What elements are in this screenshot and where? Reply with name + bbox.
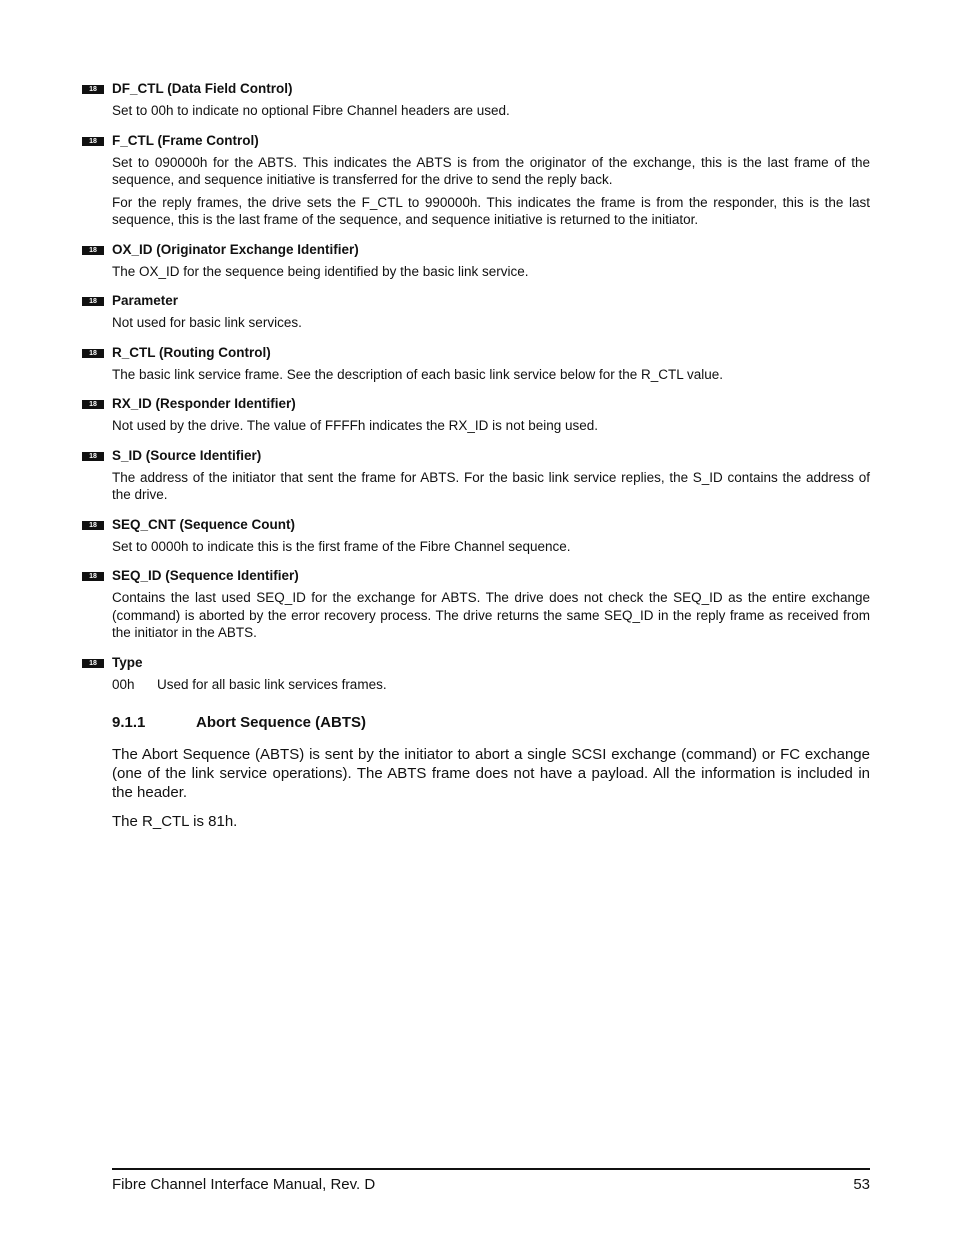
field-title: RX_ID (Responder Identifier): [112, 396, 296, 411]
page-content: [0, 80, 954, 841]
field-description: Set to 0000h to indicate this is the first frame of the Fibre Channel sequence.: [112, 538, 571, 554]
version-badge: 18: [82, 572, 104, 581]
field-entry-seq-id: [89, 567, 870, 642]
field-description: The basic link service frame. See the description of each basic link service below for the R_CTL value.: [112, 366, 724, 382]
field-title: Parameter: [112, 293, 179, 308]
field-description: Set to 090000h for the ABTS. This indicates the ABTS is from the originator of the exchange, this is the last frame of the sequence, and sequence initiative is transferred for the drive to send the reply back.: [112, 154, 870, 187]
field-entry-f-ctl: [89, 132, 870, 229]
footer-divider: [112, 1168, 870, 1170]
field-entry-r-ctl: [89, 344, 870, 384]
version-badge: 18: [82, 400, 104, 409]
type-code: 00h: [112, 676, 135, 692]
field-entry-df-ctl: [89, 80, 870, 120]
field-entry-ox-id: [89, 241, 870, 281]
version-badge: 18: [82, 452, 104, 461]
footer-title: Fibre Channel Interface Manual, Rev. D: [112, 1176, 376, 1193]
version-badge: 18: [82, 246, 104, 255]
section-paragraph: The R_CTL is 81h.: [112, 813, 238, 830]
field-description: The address of the initiator that sent the frame for ABTS. For the basic link service replies, the S_ID contains the address of the drive.: [112, 469, 870, 502]
version-badge: 18: [82, 659, 104, 668]
version-badge: 18: [82, 137, 104, 146]
field-entry-parameter: [89, 292, 870, 332]
section-heading: [112, 713, 870, 733]
field-description: Set to 00h to indicate no optional Fibre Channel headers are used.: [112, 103, 510, 118]
section-paragraph: The Abort Sequence (ABTS) is sent by the initiator to abort a single SCSI exchange (command) or FC exchange (one of the link service operations). The ABTS frame does not have a payload. All the information is included in the header.: [112, 746, 870, 801]
section-number: 9.1.1: [112, 714, 146, 731]
version-badge: 18: [82, 297, 104, 306]
field-title: DF_CTL (Data Field Control): [112, 81, 293, 96]
version-badge: 18: [82, 521, 104, 530]
version-badge: 18: [82, 349, 104, 358]
field-title: Type: [112, 654, 143, 670]
type-value-row: [112, 676, 870, 694]
field-title: SEQ_ID (Sequence Identifier): [112, 568, 299, 583]
field-title: R_CTL (Routing Control): [112, 344, 271, 360]
field-title: F_CTL (Frame Control): [112, 132, 259, 148]
field-entry-type: [89, 654, 870, 694]
field-entry-seq-cnt: [89, 516, 870, 556]
field-description: For the reply frames, the drive sets the F_CTL to 990000h. This indicates the frame is from the responder, this is the last sequence, this is the last frame of the sequence, and sequence initiative is returned to the initiator.: [112, 194, 870, 227]
field-title: SEQ_CNT (Sequence Count): [112, 516, 296, 532]
field-description: The OX_ID for the sequence being identified by the basic link service.: [112, 263, 529, 279]
type-description: Used for all basic link services frames.: [157, 676, 387, 692]
section-title: Abort Sequence (ABTS): [196, 714, 367, 731]
version-badge: 18: [82, 85, 104, 94]
page-number: 53: [853, 1176, 870, 1193]
field-description: Not used for basic link services.: [112, 315, 302, 330]
field-entry-rx-id: [89, 395, 870, 435]
field-title: OX_ID (Originator Exchange Identifier): [112, 241, 359, 257]
field-title: S_ID (Source Identifier): [112, 447, 262, 463]
field-description: Not used by the drive. The value of FFFFh indicates the RX_ID is not being used.: [112, 418, 599, 433]
field-entry-s-id: [89, 447, 870, 504]
field-description: Contains the last used SEQ_ID for the exchange for ABTS. The drive does not check the SEQ_ID as the entire exchange (command) is aborted by the error recovery process. The drive returns the same SEQ_ID in the reply frame as received from the initiator in the ABTS.: [112, 590, 870, 640]
